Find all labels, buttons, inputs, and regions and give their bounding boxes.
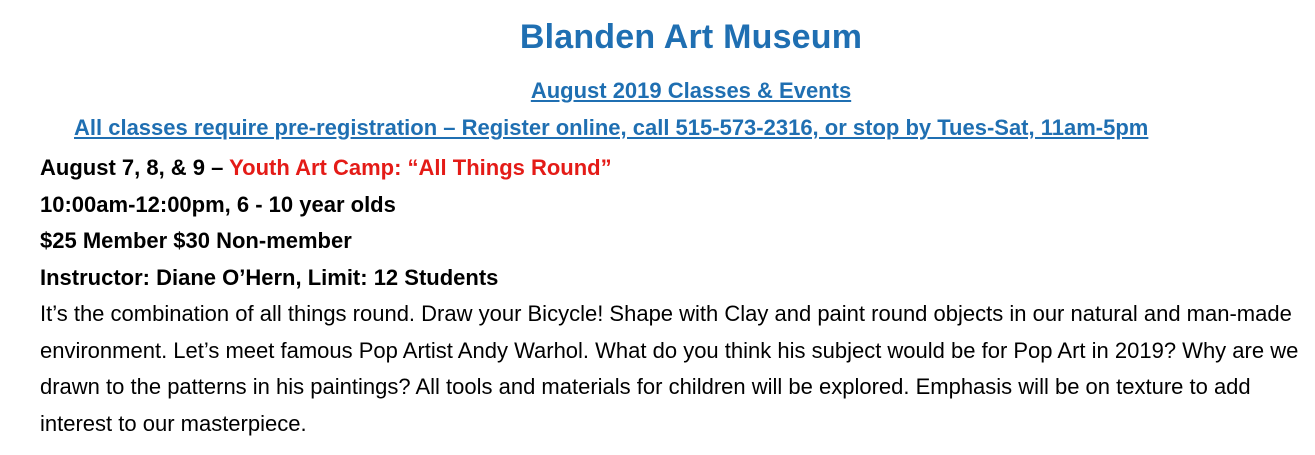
- event-dates: August 7, 8, & 9 –: [40, 155, 230, 180]
- page-title: Blanden Art Museum: [519, 18, 863, 56]
- event-listing: [40, 150, 1310, 442]
- registration-note: All classes require pre-registration – Register online, call 515-573-2316, or stop by Tues-Sat, 11am-5pm: [74, 115, 1149, 140]
- event-description: It’s the combination of all things round. Draw your Bicycle! Shape with Clay and paint round objects in our natural and man-made environment. Let’s meet famous Pop Artist Andy Warhol. What do you think his subject would be for Pop Art in 2019? Why are we drawn to the patterns in his paintings? All tools and materials for children will be explored. Emphasis will be on texture to add interest to our masterpiece.: [40, 301, 1299, 436]
- event-pricing: $25 Member $30 Non-member: [40, 228, 352, 253]
- event-time-ages: 10:00am-12:00pm, 6 - 10 year olds: [40, 191, 396, 217]
- page-subtitle: August 2019 Classes & Events: [530, 78, 852, 103]
- event-instructor: Instructor: Diane O’Hern, Limit: 12 Students: [40, 264, 499, 290]
- event-date-title-line: [40, 150, 1310, 187]
- event-title: Youth Art Camp: “All Things Round”: [229, 155, 612, 180]
